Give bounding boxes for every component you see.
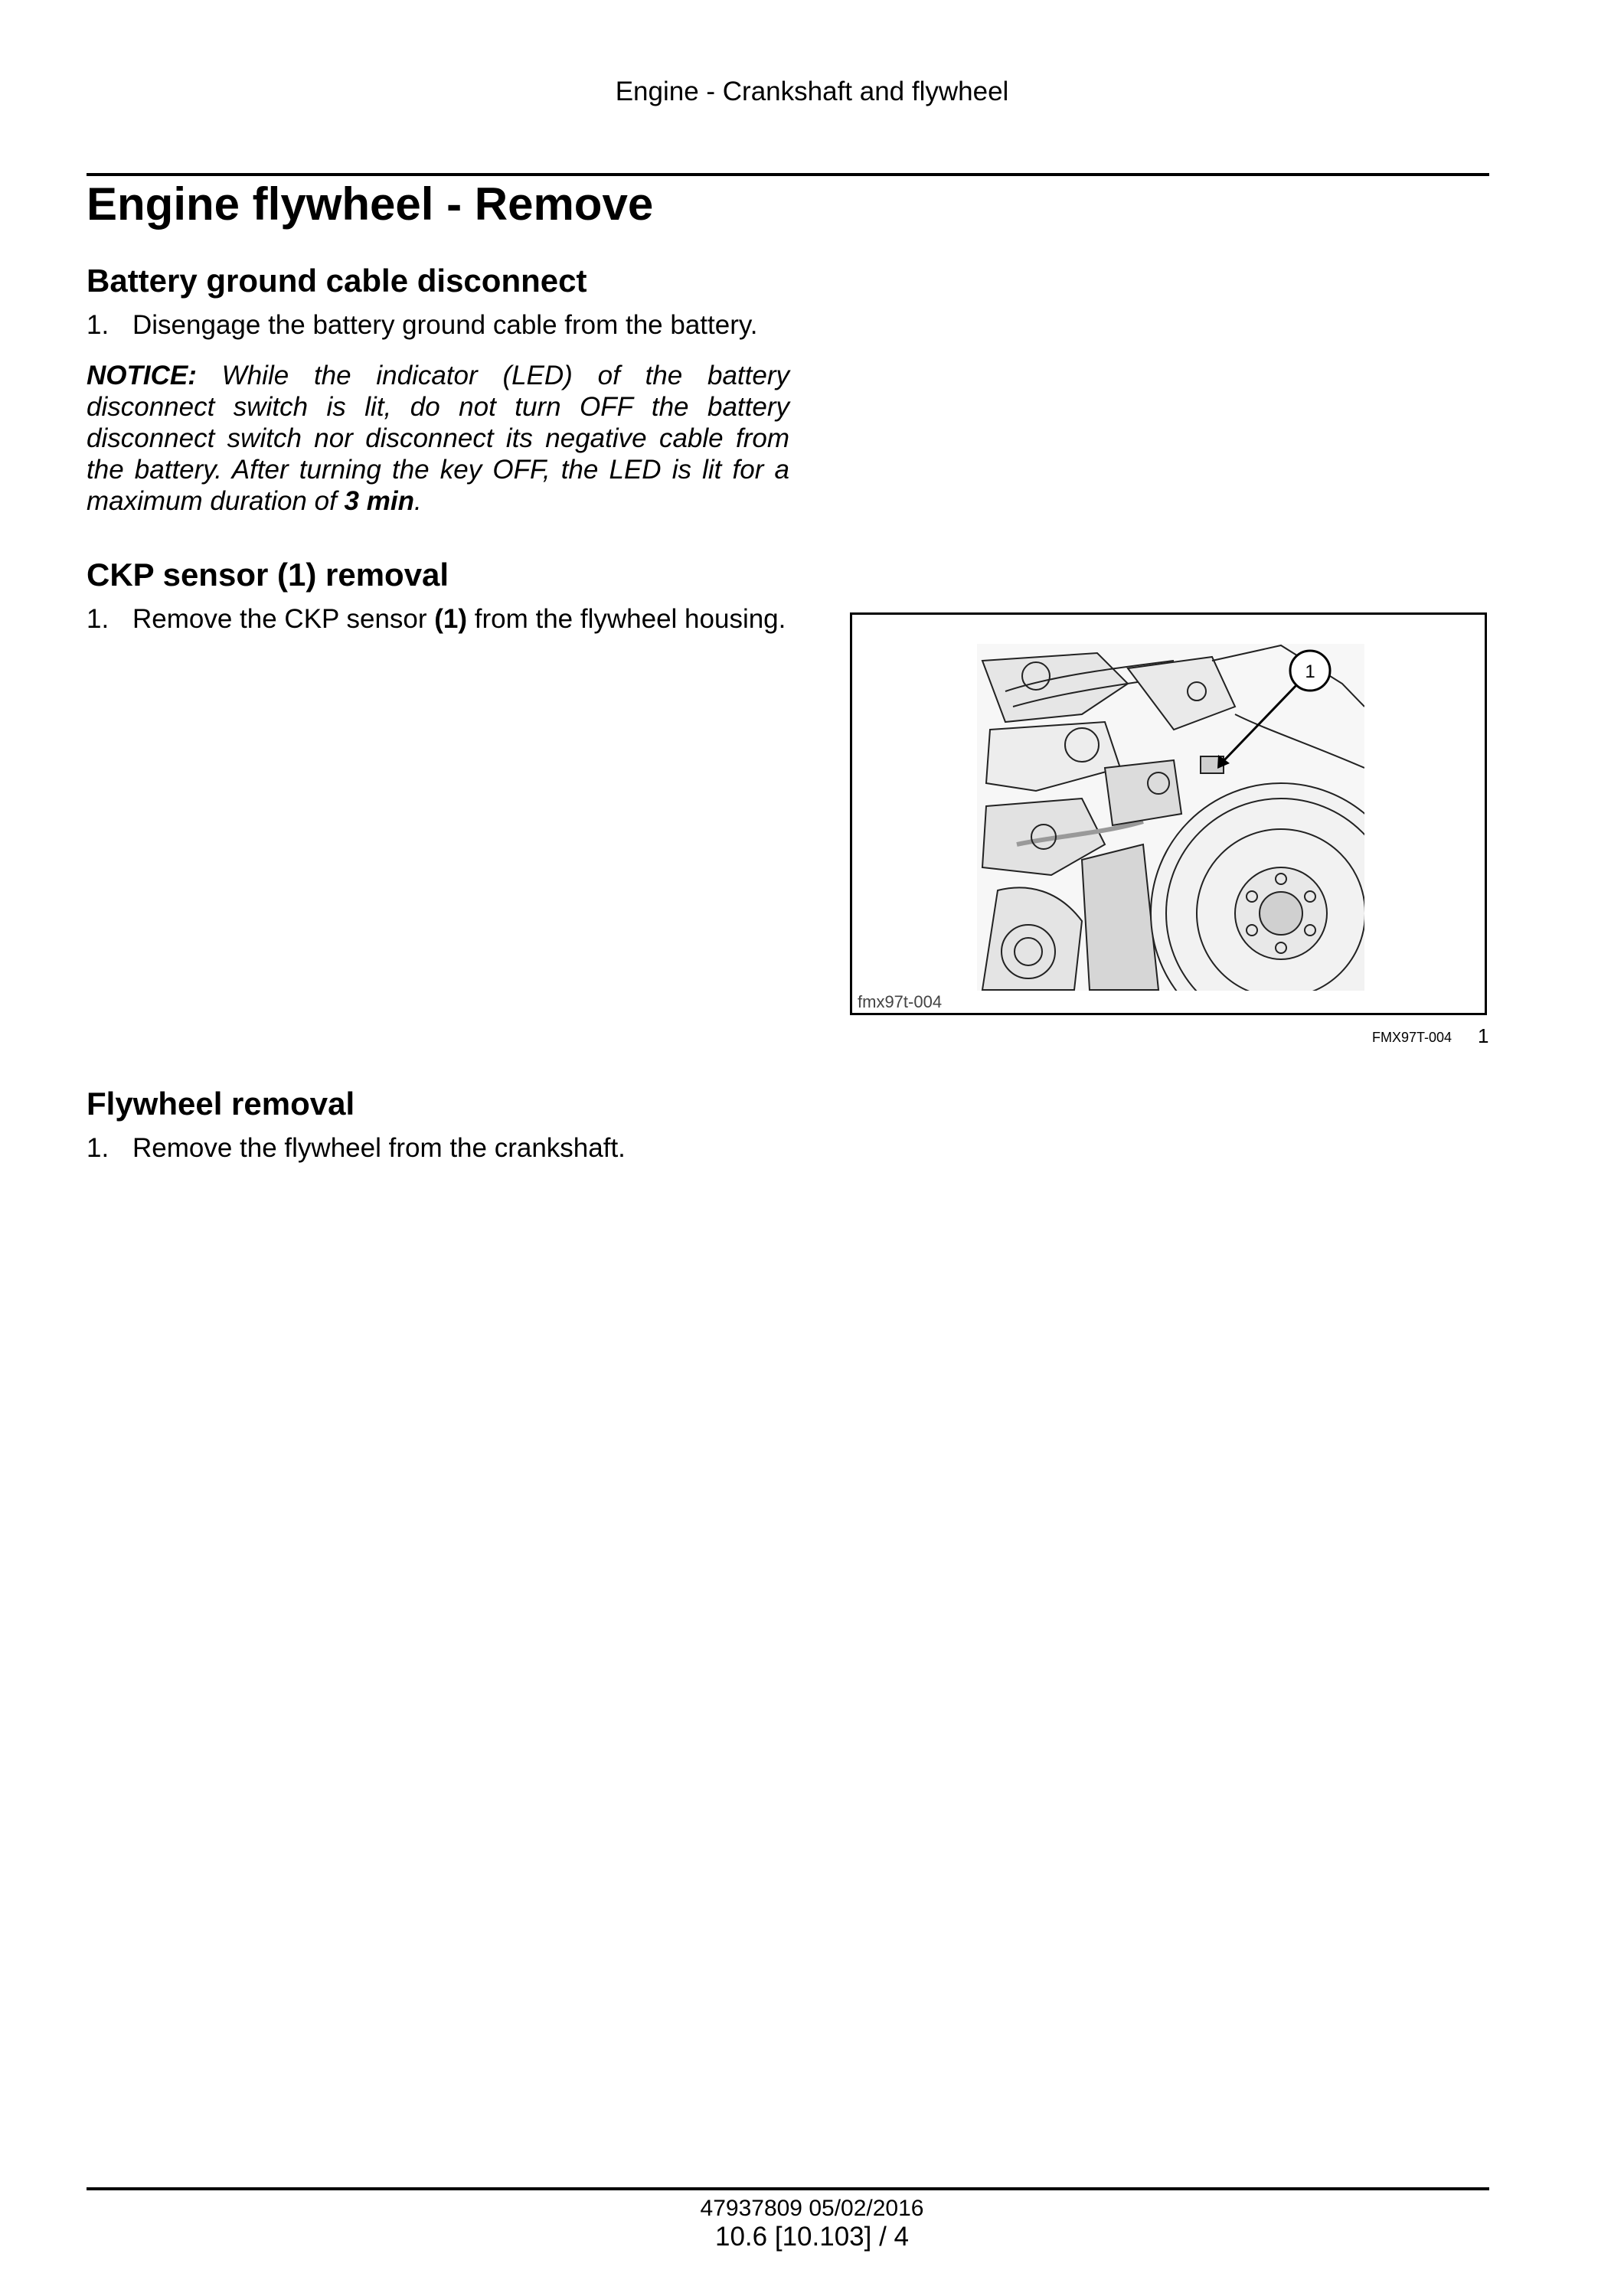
step-text: Remove the CKP sensor: [132, 604, 435, 634]
figure-number: 1: [1478, 1024, 1489, 1047]
page-title: Engine flywheel - Remove: [87, 178, 654, 230]
step-text: Remove the flywheel from the crankshaft.: [132, 1133, 626, 1163]
step-number: 1.: [87, 310, 109, 340]
step-bold-ref: (1): [434, 604, 468, 634]
notice-emphasis: 3 min: [344, 486, 414, 516]
figure-inner-caption: fmx97t-004: [858, 992, 943, 1011]
notice-text: While the indicator (LED) of the battery disconnect switch is lit, do not turn OFF the battery disconnect switch nor disconnect its negative cable from the battery. After turning the key OFF, the LED is lit for a maximum duration of: [87, 361, 789, 516]
callout-label: 1: [1305, 661, 1315, 682]
step-battery-1: [87, 310, 758, 341]
step-flywheel-1: [87, 1133, 626, 1164]
footer-doc-id: 47937809 05/02/2016: [700, 2196, 924, 2221]
section-heading-ckp: CKP sensor (1) removal: [87, 557, 449, 593]
section-heading-flywheel: Flywheel removal: [87, 1086, 355, 1122]
notice-end: .: [413, 486, 422, 516]
step-number: 1.: [87, 604, 109, 634]
engine-flywheel-housing-illustration: [852, 615, 1485, 1013]
step-ckp-1: [87, 604, 786, 635]
notice-label: NOTICE:: [87, 361, 197, 390]
figure-frame: [850, 612, 1487, 1015]
header-rule: [87, 173, 1489, 176]
step-text: Disengage the battery ground cable from the battery.: [132, 310, 758, 340]
section-heading-battery: Battery ground cable disconnect: [87, 263, 587, 299]
footer-page-ref: 10.6 [10.103] / 4: [715, 2222, 909, 2252]
step-text-end: from the flywheel housing.: [467, 604, 786, 634]
footer-rule: [87, 2187, 1489, 2190]
figure-reference: FMX97T-004: [1372, 1030, 1452, 1045]
running-header: Engine - Crankshaft and flywheel: [615, 77, 1009, 106]
step-number: 1.: [87, 1133, 109, 1163]
notice-block: [87, 360, 789, 517]
